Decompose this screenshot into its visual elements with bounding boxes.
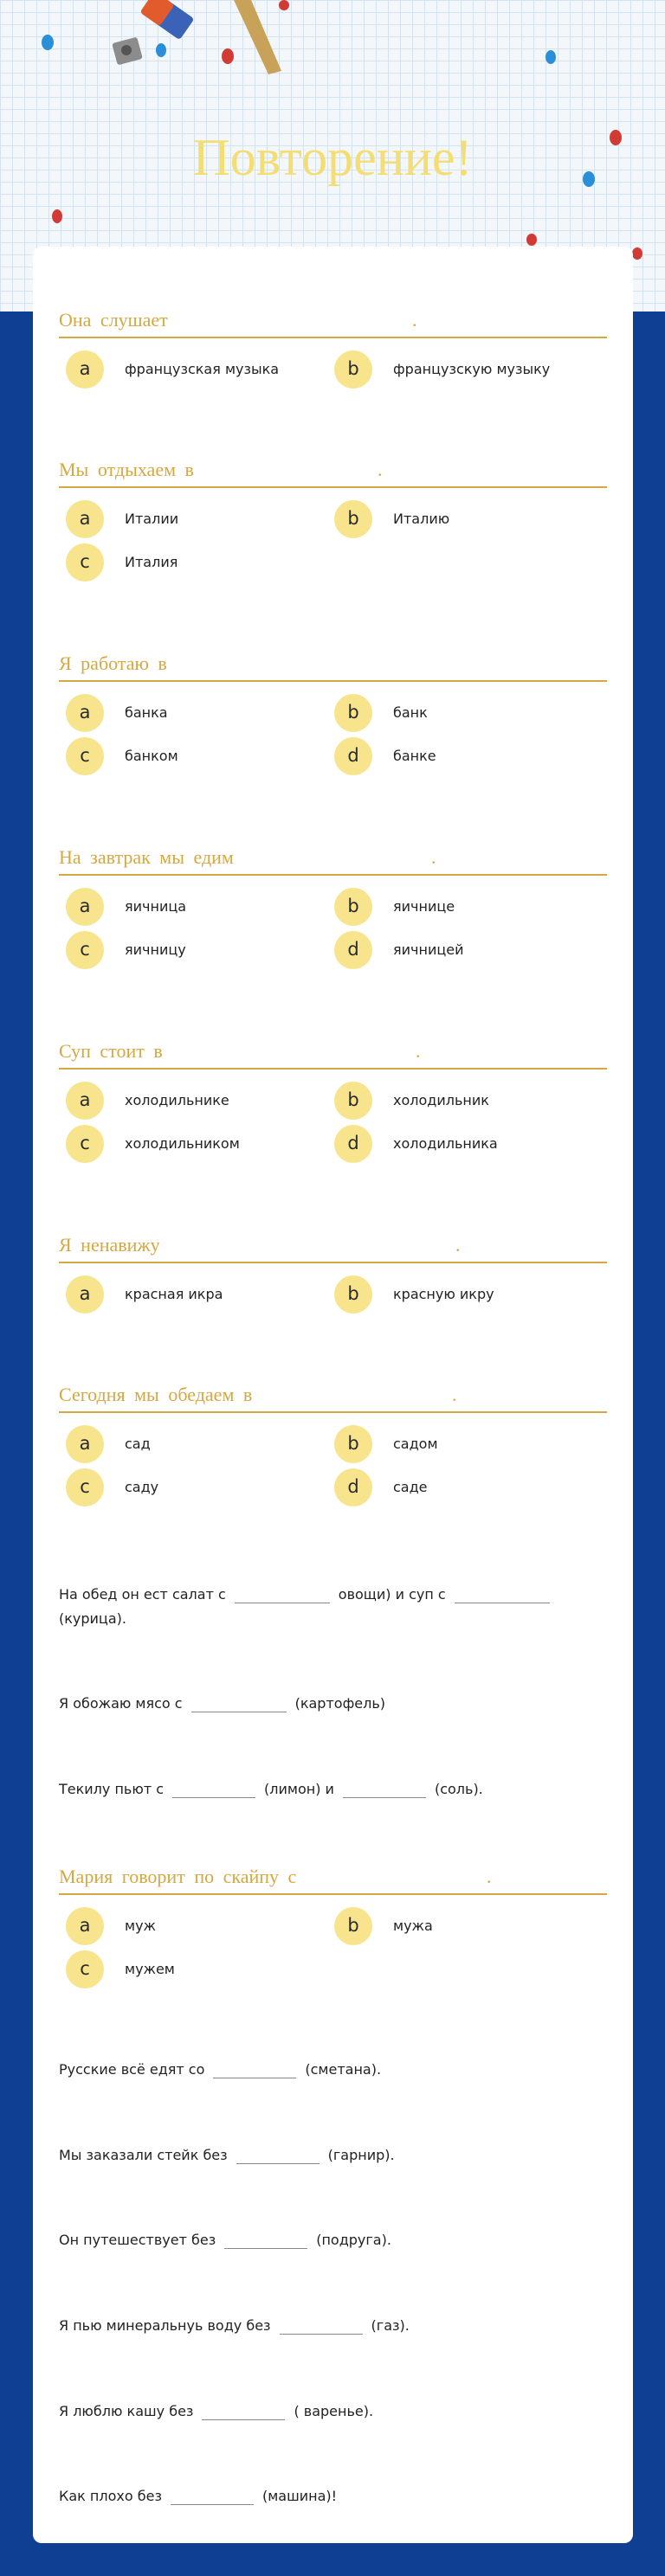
fill-in-sentence: Мы заказали стейк без (гарнир).	[59, 2147, 395, 2163]
option-c[interactable]: c банком	[59, 737, 319, 775]
question-block	[59, 307, 607, 434]
question	[59, 1382, 607, 1413]
answer-blank[interactable]	[455, 1587, 550, 1603]
question-blank: .	[431, 846, 436, 868]
confetti-dot	[42, 35, 54, 50]
fill-in-sentence: Я обожаю мясо с (картофель)	[59, 1695, 385, 1712]
option-b[interactable]: b садом	[327, 1425, 587, 1463]
question-block	[59, 1382, 607, 1508]
option-c[interactable]: c мужем	[59, 1950, 319, 1988]
question-blank: .	[416, 1040, 421, 1062]
option-a[interactable]: a Италии	[59, 500, 319, 538]
option-a[interactable]: a муж	[59, 1907, 319, 1945]
fill-in-sentence: Как плохо без (машина)!	[59, 2488, 338, 2504]
answer-blank[interactable]	[213, 2062, 296, 2078]
question-blank: .	[412, 309, 417, 331]
question-block	[59, 651, 607, 777]
ruler-icon	[234, 0, 281, 74]
option-d[interactable]: d яичницей	[327, 931, 587, 969]
school-supplies-icon	[104, 0, 294, 78]
fill-in-sentence: На обед он ест салат с овощи) и суп с(курица).	[59, 1583, 607, 1631]
option-a[interactable]: a холодильнике	[59, 1082, 319, 1120]
answer-blank[interactable]	[202, 2404, 285, 2420]
question-block	[59, 457, 607, 583]
question-text: Мы отдыхаем в	[59, 459, 194, 480]
option-b[interactable]: b французскую музыку	[327, 350, 587, 389]
question-text: Она слушает	[59, 309, 168, 331]
question-text: Сегодня мы обедаем в	[59, 1384, 253, 1405]
fill-in-sentence: Я пью минеральнуь воду без (газ).	[59, 2317, 410, 2334]
answer-blank[interactable]	[236, 2148, 320, 2164]
option-b[interactable]: b красную икру	[327, 1275, 587, 1314]
question	[59, 651, 607, 682]
answer-blank[interactable]	[235, 1587, 330, 1603]
confetti-dot	[546, 50, 556, 64]
option-d[interactable]: d холодильника	[327, 1125, 587, 1163]
question	[59, 1232, 607, 1263]
confetti-dot	[279, 0, 289, 10]
option-b[interactable]: b холодильник	[327, 1082, 587, 1120]
answer-blank[interactable]	[171, 2489, 254, 2505]
option-a[interactable]: a яичница	[59, 888, 319, 926]
option-c[interactable]: c саду	[59, 1468, 319, 1506]
answer-blank[interactable]	[172, 1782, 255, 1798]
confetti-dot	[156, 43, 166, 57]
question-blank: .	[378, 459, 383, 480]
option-c[interactable]: c холодильником	[59, 1125, 319, 1163]
question	[59, 845, 607, 876]
answer-blank[interactable]	[224, 2232, 307, 2249]
confetti-dot	[222, 48, 234, 64]
question-text: Мария говорит по скайпу с	[59, 1866, 297, 1887]
fill-in-sentence: Я люблю кашу без ( варенье).	[59, 2403, 374, 2419]
option-a[interactable]: a красная икра	[59, 1275, 319, 1314]
question-blank: .	[487, 1866, 492, 1887]
question-block	[59, 1232, 607, 1315]
question	[59, 307, 607, 338]
answer-blank[interactable]	[343, 1782, 426, 1798]
question-blank: .	[455, 1234, 461, 1256]
question-text: На завтрак мы едим	[59, 846, 234, 868]
answer-blank[interactable]	[280, 2318, 363, 2335]
option-a[interactable]: a сад	[59, 1425, 319, 1463]
question-block	[59, 845, 607, 971]
question-blank: .	[452, 1384, 457, 1405]
answer-blank[interactable]	[191, 1696, 287, 1712]
question-block	[59, 1038, 607, 1165]
option-a[interactable]: a французская музыка	[59, 350, 319, 389]
fill-in-sentence: Русские всё едят со (сметана).	[59, 2061, 382, 2078]
option-c[interactable]: c яичницу	[59, 931, 319, 969]
worksheet-card	[33, 247, 633, 2543]
question	[59, 1038, 607, 1070]
sharpener-icon	[112, 37, 143, 66]
option-d[interactable]: d саде	[327, 1468, 587, 1506]
question	[59, 457, 607, 488]
option-a[interactable]: a банка	[59, 694, 319, 732]
page-title: Повторение!	[192, 129, 473, 186]
question-block	[59, 1864, 607, 1990]
question-text: Я ненавижу	[59, 1234, 160, 1256]
confetti-dot	[52, 209, 62, 223]
fill-in-sentence: Он путешествует без (подруга).	[59, 2232, 391, 2248]
eraser-icon	[139, 0, 194, 40]
option-b[interactable]: b яичнице	[327, 888, 587, 926]
question-text: Я работаю в	[59, 652, 167, 674]
option-b[interactable]: b банк	[327, 694, 587, 732]
option-b[interactable]: b мужа	[327, 1907, 587, 1945]
option-c[interactable]: c Италия	[59, 543, 319, 581]
question-text: Суп стоит в	[59, 1040, 163, 1062]
option-b[interactable]: b Италию	[327, 500, 587, 538]
question	[59, 1864, 607, 1895]
fill-in-sentence: Текилу пьют с (лимон) и (соль).	[59, 1781, 483, 1797]
confetti-dot	[632, 247, 642, 260]
confetti-dot	[526, 234, 537, 246]
option-d[interactable]: d банке	[327, 737, 587, 775]
